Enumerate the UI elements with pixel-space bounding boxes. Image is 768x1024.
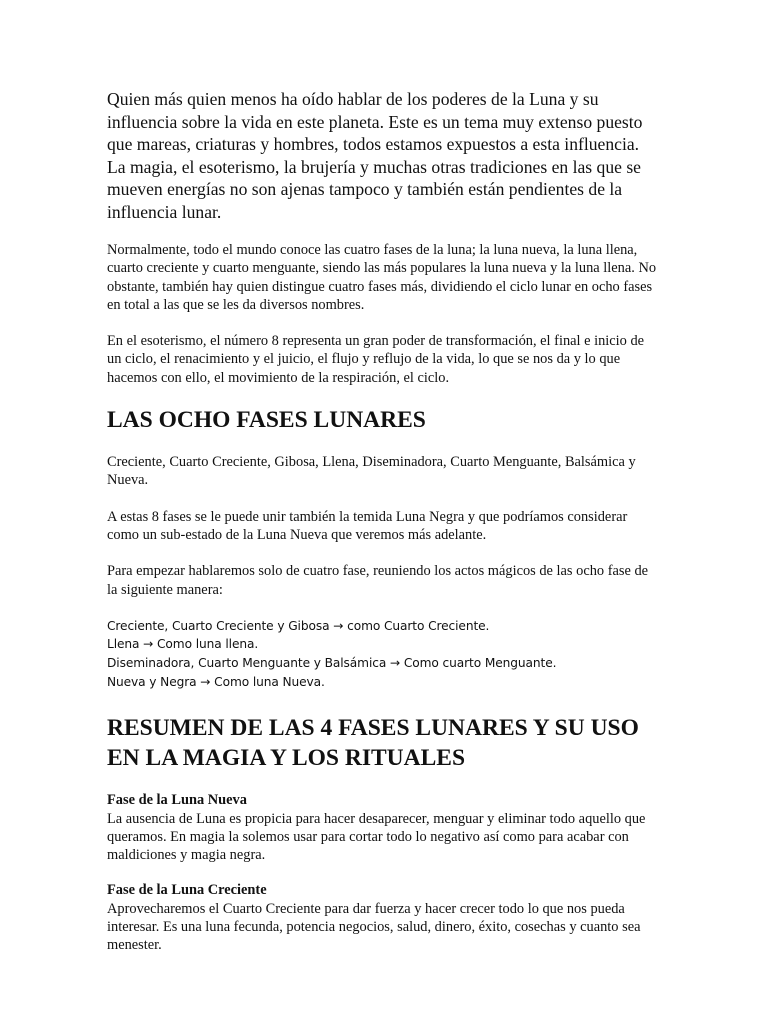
intro-paragraph: Quien más quien menos ha oído hablar de los poderes de la Luna y su influencia sobre la vida en este planeta. Este es un tema muy extenso puesto que mareas, criaturas y hombres, todos estamos expuestos a esta influencia. La magia, el esoterismo, la brujería y muchas otras tradiciones en las que se mueven energías no son ajenas tampoco y también están pendientes de la influencia lunar.	[107, 89, 643, 222]
paragraph-grouping-intro: Para empezar hablaremos solo de cuatro fase, reuniendo los actos mágicos de las ocho fase de la siguiente manera:	[107, 563, 649, 598]
paragraph-esoterism: En el esoterismo, el número 8 representa un gran poder de transformación, el final e inicio de un ciclo, el renacimiento y el juicio, el flujo y reflujo de la vida, lo que se nos da y lo que hacemos con ello, el movimiento de la respiración, el ciclo.	[107, 333, 645, 386]
phase-text: La ausencia de Luna es propicia para hacer desaparecer, menguar y eliminar todo aquello que queramos. En magia la solemos usar para cortar todo lo negativo así como para acabar con maldiciones y magia negra.	[107, 810, 646, 864]
paragraph-phases-list: Creciente, Cuarto Creciente, Gibosa, Llena, Diseminadora, Cuarto Menguante, Balsámica y Nueva.	[107, 454, 636, 489]
heading-eight-phases: LAS OCHO FASES LUNARES	[107, 407, 426, 434]
heading-summary: RESUMEN DE LAS 4 FASES LUNARES Y SU USO EN LA MAGIA Y LOS RITUALES	[107, 715, 639, 772]
mapping-line: Creciente, Cuarto Creciente y Gibosa → como Cuarto Creciente.	[107, 618, 490, 633]
paragraph-four-phases: Normalmente, todo el mundo conoce las cuatro fases de la luna; la luna nueva, la luna llena, cuarto creciente y cuarto menguante, siendo las más populares la luna nueva y la luna llena. No obstante, también hay quien distingue cuatro fases más, dividiendo el ciclo lunar en ocho fases en total a las que se les da diversos nombres.	[107, 242, 657, 313]
mapping-line: Nueva y Negra → Como luna Nueva.	[107, 674, 325, 689]
phase-section-new-moon	[107, 791, 661, 864]
paragraph-black-moon: A estas 8 fases se le puede unir también la temida Luna Negra y que podríamos considerar como un sub-estado de la Luna Nueva que veremos más adelante.	[107, 508, 628, 543]
phase-title: Fase de la Luna Nueva	[107, 792, 247, 809]
phase-mapping-list	[107, 617, 661, 691]
phase-text: Aprovecharemos el Cuarto Creciente para dar fuerza y hacer crecer todo lo que nos pueda interesar. Es una luna fecunda, potencia negocios, salud, dinero, éxito, cosechas y cuanto sea menester.	[107, 900, 641, 954]
phase-section-waxing-moon	[107, 881, 661, 954]
mapping-line: Diseminadora, Cuarto Menguante y Balsámica → Como cuarto Menguante.	[107, 656, 557, 671]
mapping-line: Llena → Como luna llena.	[107, 637, 259, 652]
phase-title: Fase de la Luna Creciente	[107, 882, 267, 899]
